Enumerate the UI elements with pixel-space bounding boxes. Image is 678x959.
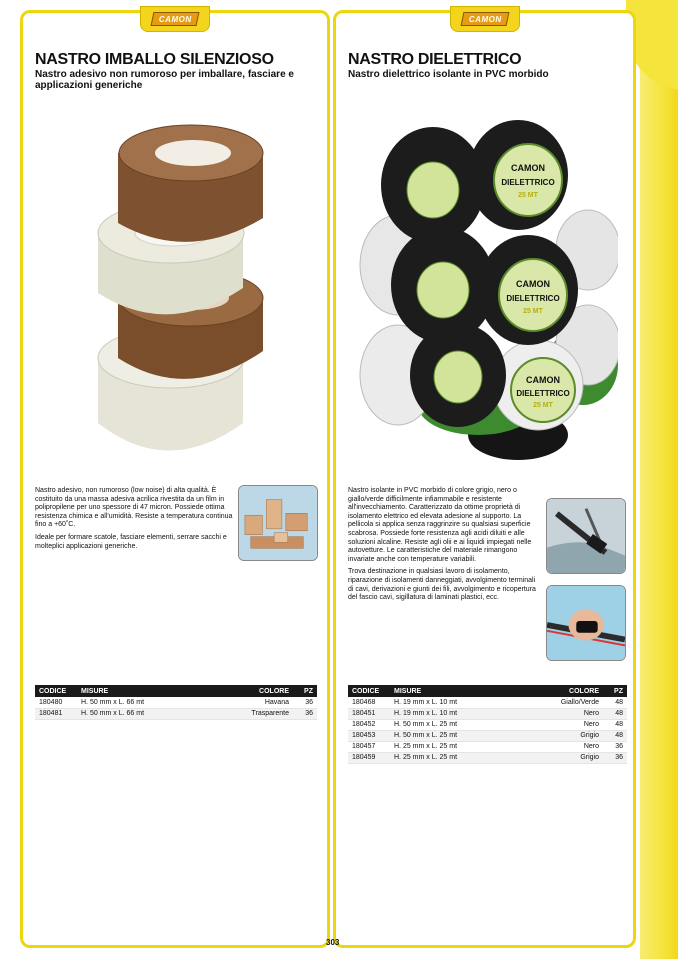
cable-application-photo-bottom — [546, 585, 626, 661]
table-row — [348, 730, 627, 741]
table-header-row — [348, 685, 627, 697]
roll-label-brand: CAMON — [511, 163, 545, 173]
cell-size: H. 50 mm x L. 25 mt — [390, 719, 519, 730]
tape-roll-brown-top — [118, 125, 263, 242]
roll-label-size: 25 MT — [533, 402, 553, 409]
cell-color: Grigio — [519, 730, 603, 741]
table-row — [35, 697, 317, 708]
cell-code: 180457 — [348, 741, 390, 752]
product-title: NASTRO DIELETTRICO — [348, 51, 522, 68]
roll-label-brand: CAMON — [526, 375, 560, 385]
cell-size: H. 50 mm x L. 66 mt — [77, 708, 209, 719]
header-size: MISURE — [77, 685, 209, 697]
cell-size: H. 19 mm x L. 10 mt — [390, 697, 519, 708]
roll-label-product: DIELETTRICO — [501, 178, 555, 187]
product-panel-dielectric-tape — [333, 10, 636, 948]
header-color: COLORE — [209, 685, 293, 697]
table-row — [348, 741, 627, 752]
brand-logo — [450, 6, 520, 32]
table-row — [348, 752, 627, 763]
header-color: COLORE — [519, 685, 603, 697]
cell-code: 180468 — [348, 697, 390, 708]
header-code: CODICE — [35, 685, 77, 697]
cell-size: H. 19 mm x L. 10 mt — [390, 708, 519, 719]
cell-size: H. 50 mm x L. 66 mt — [77, 697, 209, 708]
cell-pieces: 48 — [603, 719, 627, 730]
cell-size: H. 25 mm x L. 25 mt — [390, 752, 519, 763]
cell-color: Giallo/Verde — [519, 697, 603, 708]
header-code: CODICE — [348, 685, 390, 697]
cable-application-photo-top — [546, 498, 626, 574]
table-row — [348, 719, 627, 730]
cell-pieces: 48 — [603, 708, 627, 719]
packing-tape-photo — [93, 123, 268, 468]
header-pieces: PZ — [293, 685, 317, 697]
brand-logo-text: CAMON — [158, 14, 192, 24]
cell-color: Nero — [519, 741, 603, 752]
roll-label-product: DIELETTRICO — [506, 294, 560, 303]
cell-code: 180459 — [348, 752, 390, 763]
page-number: 303 — [326, 938, 340, 947]
roll-label-size: 25 MT — [518, 192, 538, 199]
cell-code: 180481 — [35, 708, 77, 719]
cell-size: H. 50 mm x L. 25 mt — [390, 730, 519, 741]
description-paragraph: Nastro adesivo, non rumoroso (low noise) di alta qualità. È costituito da una massa adesiva acrilica rivestita da un film in polipropilene per uno spessore di 47 micron. Possiede ottima resistenza chimica e all'umidità. Resiste a temperatura continua fino a +60˚C. — [35, 487, 233, 529]
dielectric-tape-photo — [358, 105, 618, 475]
description-paragraph: Trova destinazione in qualsiasi lavoro di isolamento, riparazione di isolamenti danneggiati, avvolgimento terminali di cavi, derivazioni e giunti dei fili, avvolgimento e ricopertura del fascio cavi, sigillatura di laminati plastici, ecc. — [348, 568, 536, 602]
roll-label-size: 25 MT — [523, 308, 543, 315]
cell-code: 180452 — [348, 719, 390, 730]
cell-color: Nero — [519, 708, 603, 719]
cell-pieces: 48 — [603, 730, 627, 741]
header-pieces: PZ — [603, 685, 627, 697]
cell-size: H. 25 mm x L. 25 mt — [390, 741, 519, 752]
table-row — [348, 697, 627, 708]
brand-logo — [140, 6, 210, 32]
product-subtitle: Nastro adesivo non rumoroso per imballare, fasciare e applicazioni generiche — [35, 69, 294, 91]
table-row — [35, 708, 317, 719]
description-paragraph: Ideale per formare scatole, fasciare elementi, serrare sacchi e molteplici applicazioni generiche. — [35, 533, 227, 550]
roll-label-middle — [499, 259, 567, 331]
product-panel-packing-tape — [20, 10, 330, 948]
product-title: NASTRO IMBALLO SILENZIOSO — [35, 51, 274, 68]
boxes-application-photo — [238, 485, 318, 561]
description-paragraph: Nastro isolante in PVC morbido di colore grigio, nero o giallo/verde difficilmente infiammabile e resistente all'invecchiamento. Caratterizzato da ottime proprietà di isolamento elettrico ed elevata adesione al supporto. La pellicola si applica senza raggrinzire su qualsiasi superficie scabrosa. Possiede forte resistenza agli acidi diluiti e alle soluzioni alcaline. Resiste agli olii e ai liquidi impiegati nelle autovetture. Le caratteristiche del materiale rimangono invariate anche con temperature variabili. — [348, 487, 532, 563]
roll-label-brand: CAMON — [516, 279, 550, 289]
product-description — [35, 487, 235, 555]
table-row — [348, 708, 627, 719]
table-header-row — [35, 685, 317, 697]
cell-code: 180453 — [348, 730, 390, 741]
cell-pieces: 36 — [293, 708, 317, 719]
brand-logo-text: CAMON — [468, 14, 501, 24]
product-table — [348, 685, 627, 764]
cell-pieces: 48 — [603, 697, 627, 708]
cell-code: 180451 — [348, 708, 390, 719]
cell-pieces: 36 — [603, 752, 627, 763]
cell-color: Grigio — [519, 752, 603, 763]
product-description — [348, 487, 538, 607]
roll-label-bottom — [511, 358, 575, 422]
cell-color: Havana — [209, 697, 293, 708]
roll-label-top — [494, 144, 562, 216]
cell-pieces: 36 — [293, 697, 317, 708]
roll-label-product: DIELETTRICO — [516, 389, 570, 398]
header-size: MISURE — [390, 685, 519, 697]
cell-code: 180480 — [35, 697, 77, 708]
product-table — [35, 685, 317, 720]
cell-color: Trasparente — [209, 708, 293, 719]
side-color-stripe — [640, 0, 678, 959]
cell-pieces: 36 — [603, 741, 627, 752]
product-subtitle: Nastro dielettrico isolante in PVC morbido — [348, 69, 549, 80]
cell-color: Nero — [519, 719, 603, 730]
